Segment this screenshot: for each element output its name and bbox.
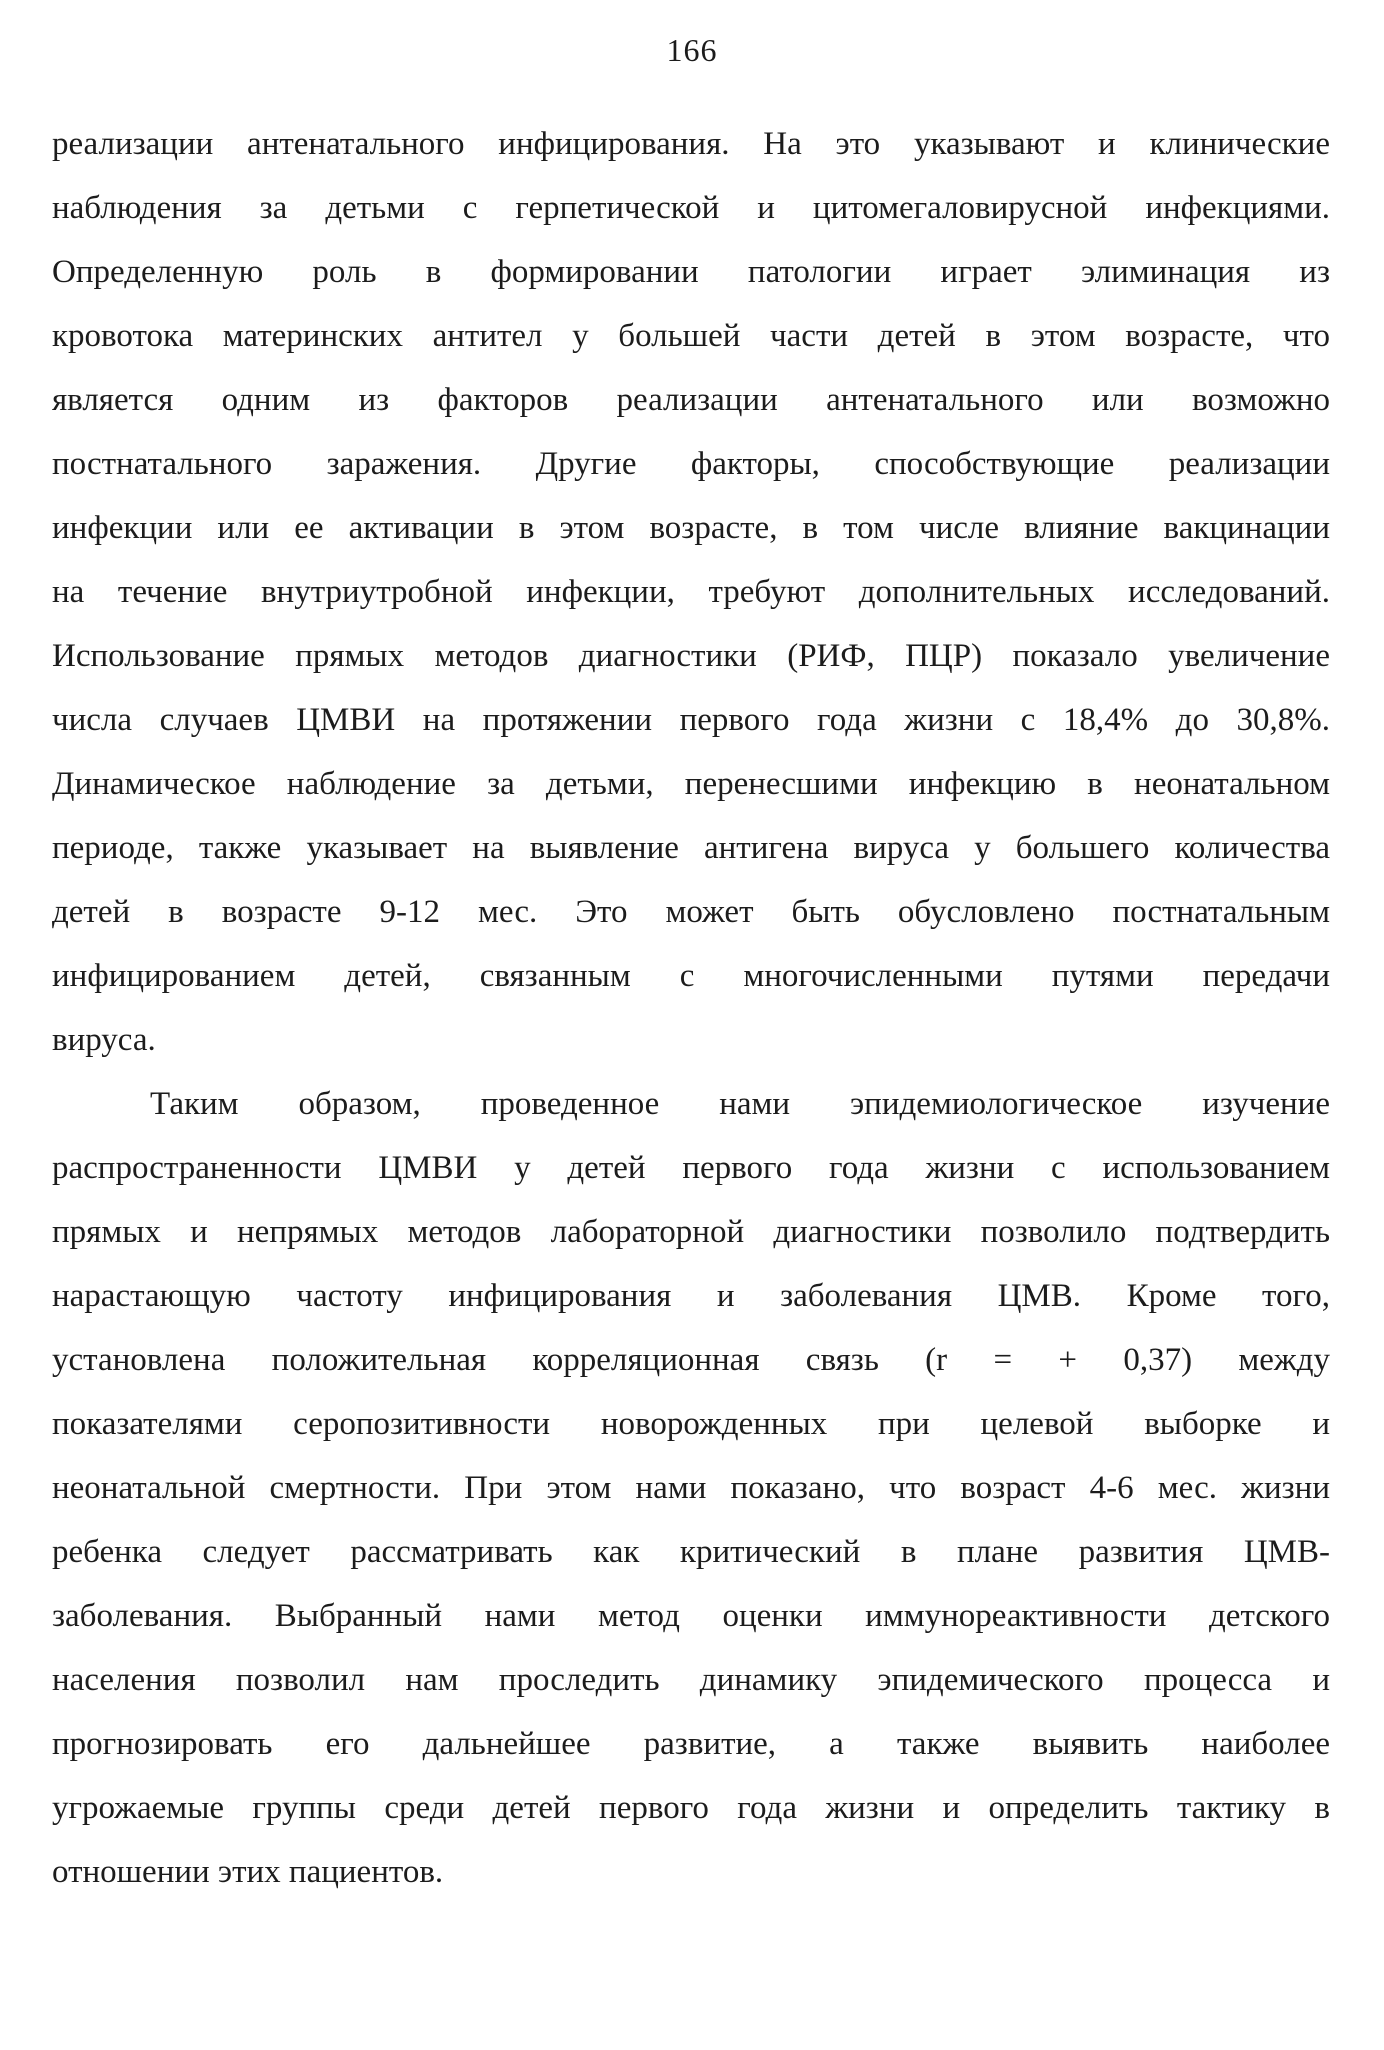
text-line: неонатальной смертности. При этом нами показано, что возраст 4-6 мес. жизни [52,1470,1330,1506]
text-line: кровотока материнских антител у большей части детей в этом возрасте, что [52,318,1330,354]
page-number: 166 [666,32,718,68]
text-line: Определенную роль в формировании патологии играет элиминация из [52,254,1330,290]
text-line: является одним из факторов реализации антенатального или возможно [52,382,1330,418]
text-line: Таким образом, проведенное нами эпидемиологическое изучение [150,1086,1330,1122]
text-line: постнатального заражения. Другие факторы, способствующие реализации [52,446,1330,482]
paragraph-1 [52,112,1330,1072]
text-line: инфицированием детей, связанным с многочисленными путями передачи [52,958,1330,994]
text-line: Динамическое наблюдение за детьми, перенесшими инфекцию в неонатальном [52,766,1330,802]
text-line: реализации антенатального инфицирования. На это указывают и клинические [52,126,1330,162]
text-line: инфекции или ее активации в этом возрасте, в том числе влияние вакцинации [52,510,1330,546]
text-line: населения позволил нам проследить динамику эпидемического процесса и [52,1662,1330,1698]
text-line: отношении этих пациентов. [52,1854,444,1890]
text-line: распространенности ЦМВИ у детей первого года жизни с использованием [52,1150,1330,1186]
text-line: периоде, также указывает на выявление антигена вируса у большего количества [52,830,1330,866]
text-line: числа случаев ЦМВИ на протяжении первого года жизни с 18,4% до 30,8%. [52,702,1330,738]
text-line: заболевания. Выбранный нами метод оценки иммунореактивности детского [52,1598,1330,1634]
body-text [52,112,1330,1904]
text-line: показателями серопозитивности новорожденных при целевой выборке и [52,1406,1330,1442]
paragraph-2 [52,1072,1330,1904]
text-line: наблюдения за детьми с герпетической и цитомегаловирусной инфекциями. [52,190,1330,226]
text-line: прямых и непрямых методов лабораторной диагностики позволило подтвердить [52,1214,1330,1250]
text-line: вируса. [52,1022,156,1058]
text-line: прогнозировать его дальнейшее развитие, а также выявить наиболее [52,1726,1330,1762]
text-line: Использование прямых методов диагностики (РИФ, ПЦР) показало увеличение [52,638,1330,674]
text-line: детей в возрасте 9-12 мес. Это может быть обусловлено постнатальным [52,894,1330,930]
text-line: установлена положительная корреляционная связь (r = + 0,37) между [52,1342,1330,1378]
text-line: на течение внутриутробной инфекции, требуют дополнительных исследований. [52,574,1330,610]
text-line: ребенка следует рассматривать как критический в плане развития ЦМВ- [52,1534,1330,1570]
text-line: угрожаемые группы среди детей первого года жизни и определить тактику в [52,1790,1330,1826]
text-line: нарастающую частоту инфицирования и заболевания ЦМВ. Кроме того, [52,1278,1330,1314]
